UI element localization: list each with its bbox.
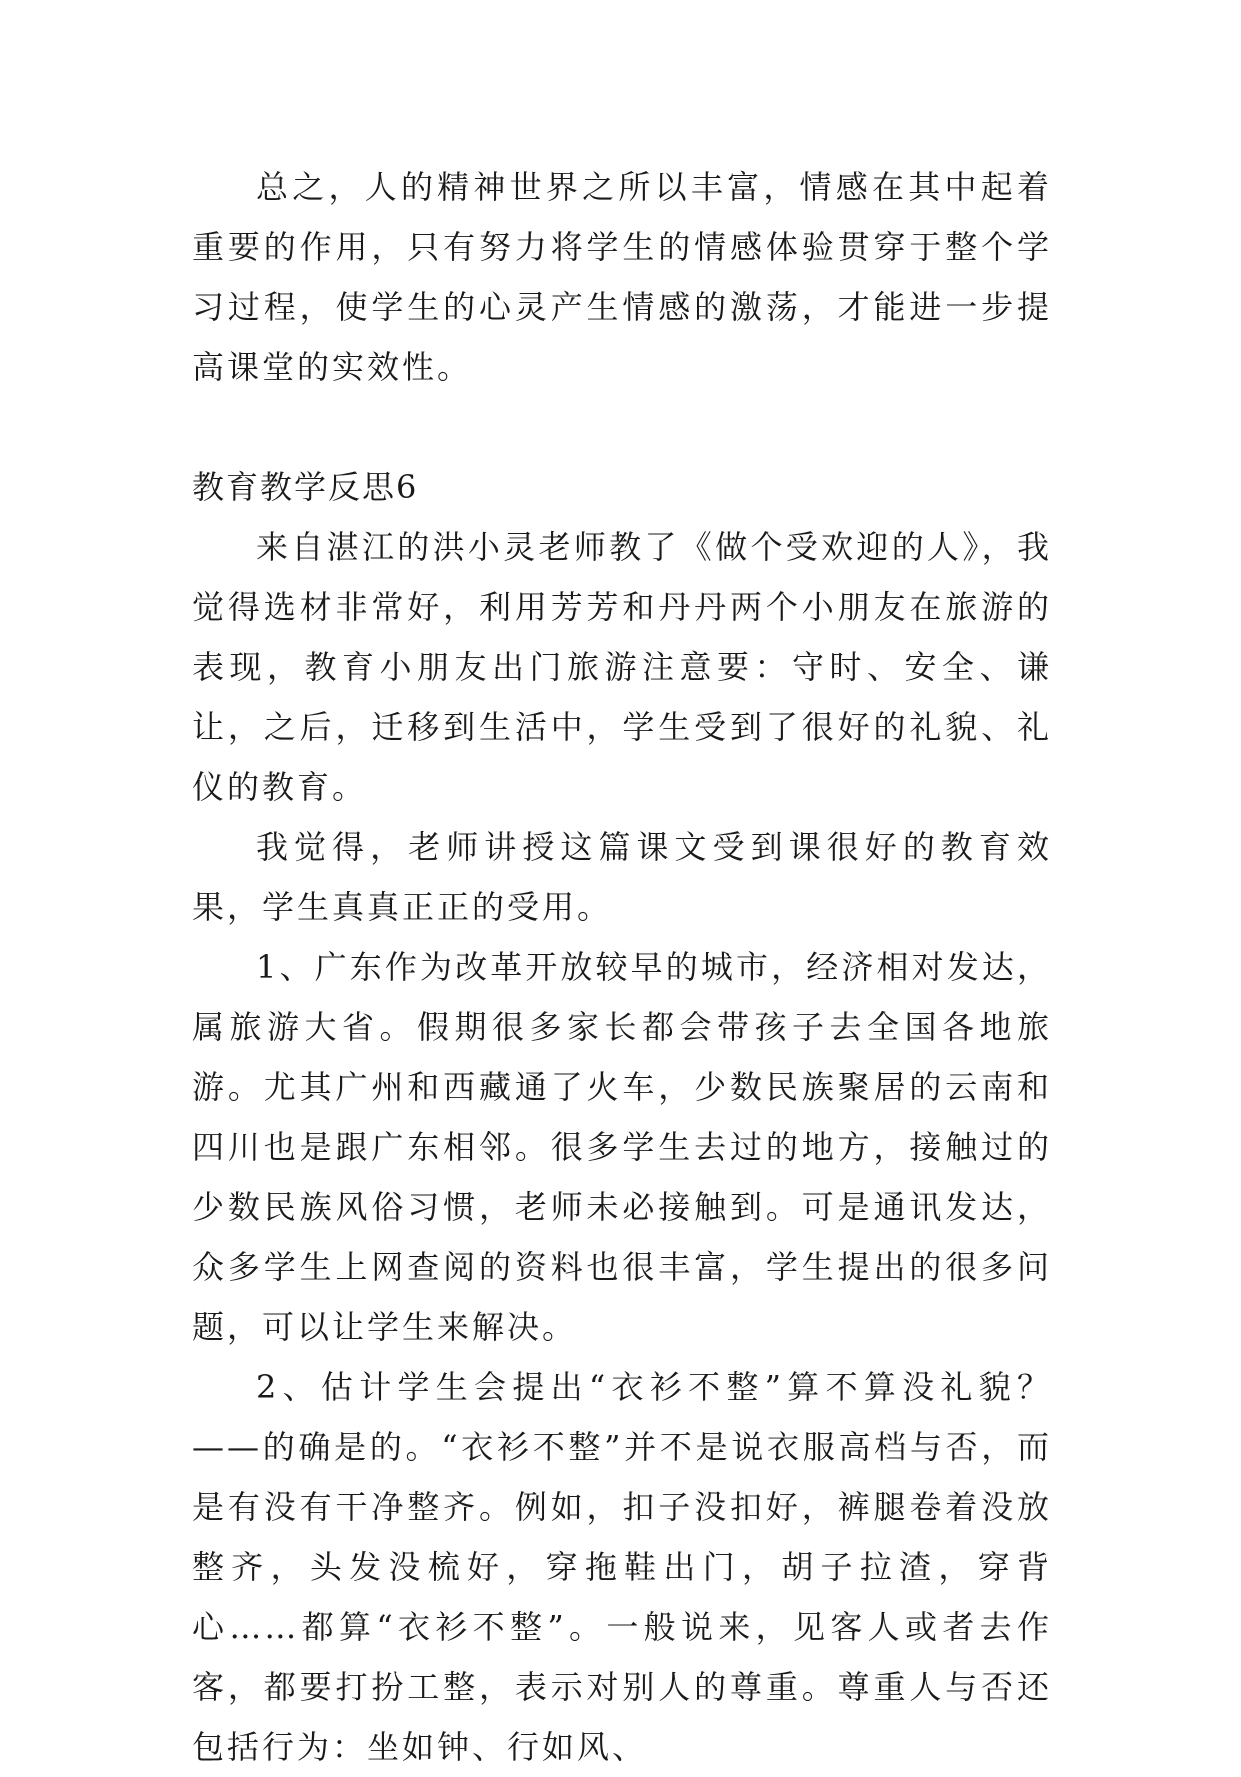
section-heading: 教育教学反思6 (192, 468, 419, 506)
body-paragraph: 来自湛江的洪小灵老师教了《做个受欢迎的人》，我觉得选材非常好，利用芳芳和丹丹两个小朋友在旅游的表现，教育小朋友出门旅游注意要：守时、安全、谦让，之后，迁移到生活中，学生受到了很好的礼貌、礼仪的教育。 (192, 528, 1052, 806)
numbered-paragraph: 2、估计学生会提出“衣衫不整”算不算没礼貌？——的确是的。“衣衫不整”并不是说衣服高档与否，而是有没有干净整齐。例如，扣子没扣好，裤腿卷着没放整齐，头发没梳好，穿拖鞋出门，胡子拉渣，穿背心……都算“衣衫不整”。一般说来，见客人或者去作客，都要打扮工整，表示对别人的尊重。尊重人与否还包括行为：坐如钟、行如风、 (192, 1368, 1052, 1766)
document-body (192, 157, 1052, 1777)
closing-paragraph: 总之，人的精神世界之所以丰富，情感在其中起着重要的作用，只有努力将学生的情感体验贯穿于整个学习过程，使学生的心灵产生情感的激荡，才能进一步提高课堂的实效性。 (192, 168, 1052, 386)
numbered-paragraph: 1、广东作为改革开放较早的城市，经济相对发达，属旅游大省。假期很多家长都会带孩子去全国各地旅游。尤其广州和西藏通了火车，少数民族聚居的云南和四川也是跟广东相邻。很多学生去过的地方，接触过的少数民族风俗习惯，老师未必接触到。可是通讯发达，众多学生上网查阅的资料也很丰富，学生提出的很多问题，可以让学生来解决。 (192, 948, 1052, 1346)
body-paragraph: 我觉得，老师讲授这篇课文受到课很好的教育效果，学生真真正正的受用。 (192, 828, 1052, 926)
